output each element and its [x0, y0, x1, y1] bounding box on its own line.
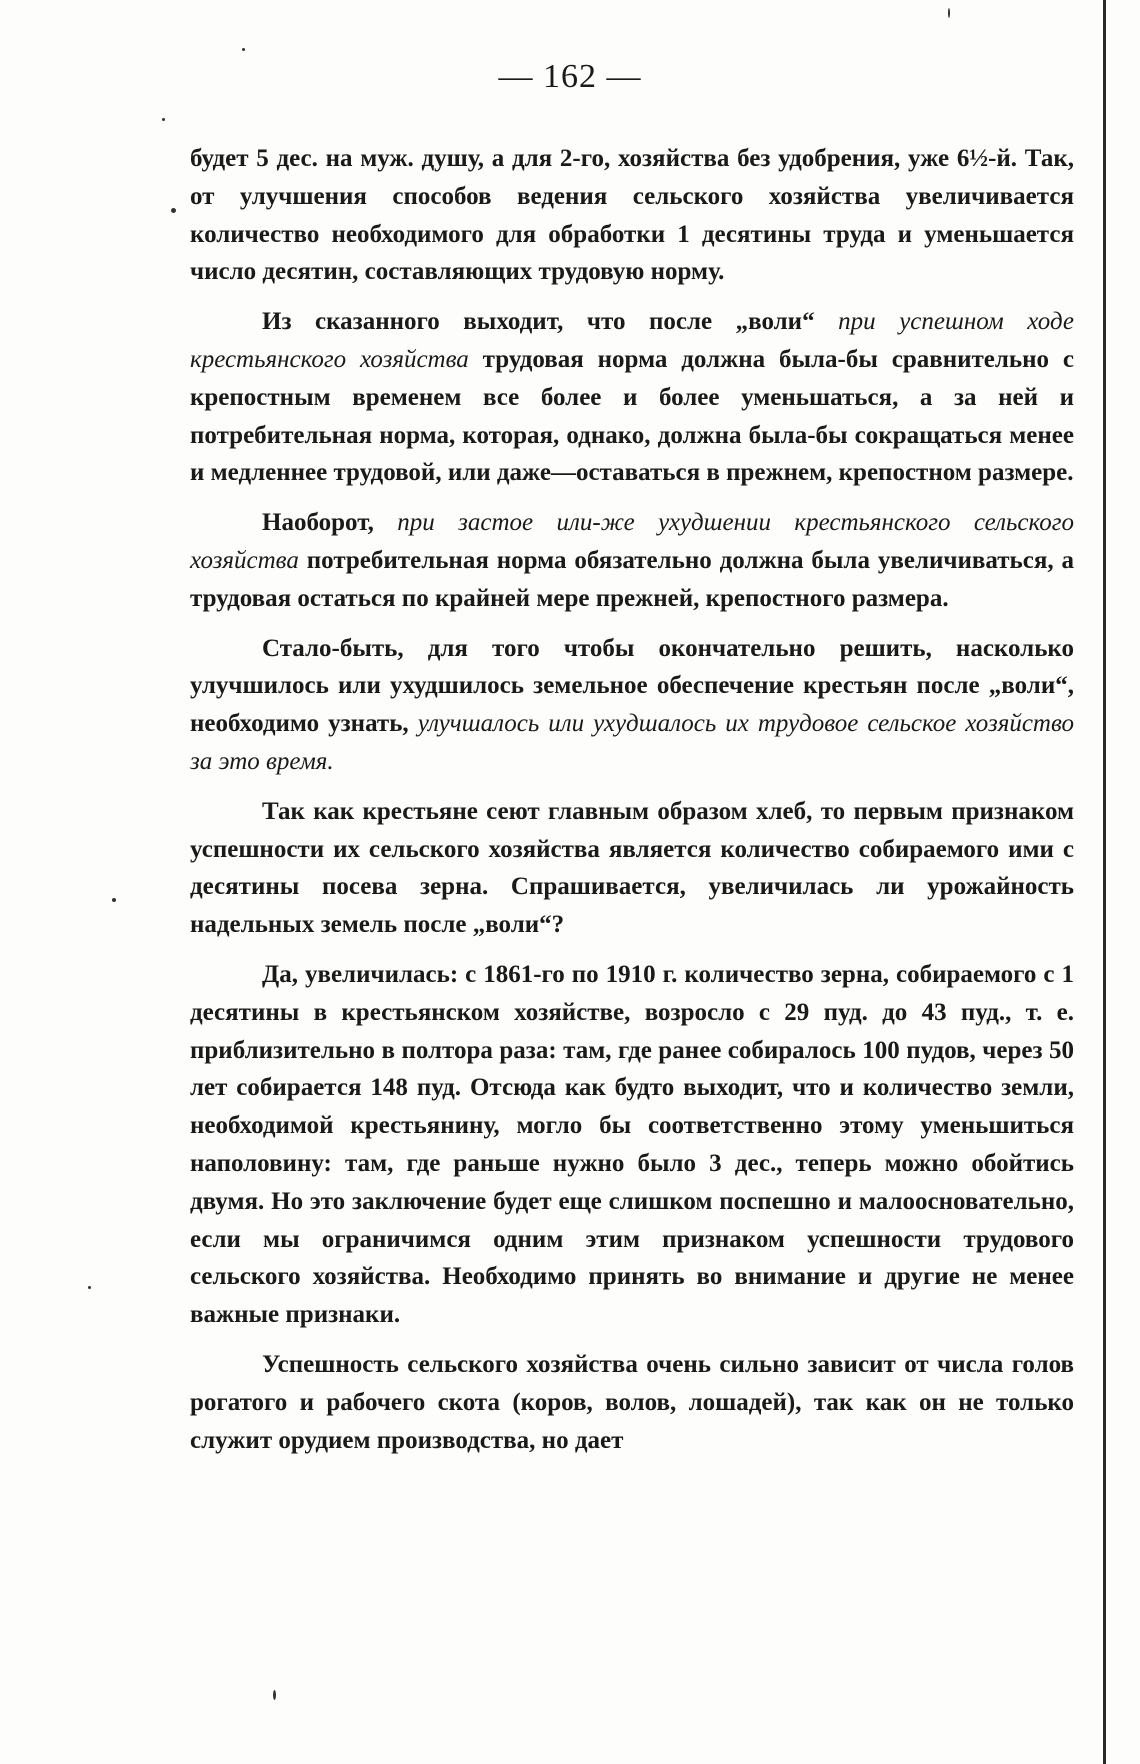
italic-segment: при успешном ходе крестьянского хозяйства [190, 308, 1074, 373]
page-number: — 162 — [498, 58, 642, 95]
paragraph-4 [190, 630, 1074, 781]
paragraph-5 [190, 793, 1074, 944]
text-segment: будет 5 дес. на муж. душу, а для 2-го, хозяйства без удобрения, уже 6½-й. Так, от улучшения способов ведения сельского хозяйства увеличивается количество необходимого для обработки 1 десятины труда и уменьшается число десятин, составляющих трудовую норму. [190, 145, 1074, 286]
text-segment: трудовая норма должна была-бы сравнительно с крепостным временем все более и более уменьшаться, а за ней и потребительная норма, которая, однако, должна была-бы сокращаться менее и медленнее трудовой, или даже—оставаться в прежнем, крепостном размере. [190, 345, 1074, 487]
text-segment: Успешность сельского хозяйства очень сильно зависит от числа голов рогатого и рабочего скота (коров, волов, лошадей), так как он не только служит орудием производства, но дает [190, 1350, 1074, 1454]
page-edge-line [1103, 0, 1106, 1764]
paragraph-6 [190, 956, 1074, 1334]
text-segment: Стало-быть, для того чтобы окончательно решить, насколько улучшилось или ухудшилось земельное обеспечение крестьян после „воли“, необходимо узнать, [190, 634, 1074, 738]
text-segment: Из сказанного выходит, что после „воли“ [262, 308, 839, 336]
scan-speck [171, 208, 176, 213]
text-segment: потребительная норма обязательно должна была увеличиваться, а трудовая остаться по крайней мере прежней, крепостного размера. [190, 546, 1074, 612]
text-segment: Да, увеличилась: с 1861-го по 1910 г. количество зерна, собираемого с 1 десятины в крестьянском хозяйстве, возросло с 29 пуд. до 43 пуд., т. е. приблизительно в полтора раза: там, где ранее собиралось 100 пудов, через 50 лет собирается 148 пуд. Отсюда как будто выходит, что и количество земли, необходимой крестьянину, могло бы соответственно этому уменьшиться наполовину: там, где раньше нужно было 3 дес., теперь можно обойтись двумя. Но это заключение будет еще слишком поспешно и малоосновательно, если мы ограничимся одним этим признаком успешности трудового сельского хозяйства. Необходимо принять во внимание и другие не менее важные признаки. [190, 960, 1074, 1329]
scan-speck [242, 48, 245, 51]
paragraph-2 [190, 303, 1074, 492]
scan-speck [273, 1690, 276, 1700]
body-text [190, 140, 1074, 1471]
scan-speck [162, 118, 165, 121]
paragraph-7 [190, 1346, 1074, 1459]
scan-speck [948, 8, 950, 18]
scan-speck [112, 898, 116, 902]
scan-speck [88, 1286, 91, 1289]
italic-segment: улучшалось или ухудшалось их трудовое сельское хозяйство за это время. [190, 710, 1074, 775]
paragraph-1 [190, 140, 1074, 291]
paragraph-3 [190, 504, 1074, 617]
text-segment: Так как крестьяне сеют главным образом хлеб, то первым признаком успешности их сельского хозяйства является количество собираемого ими с десятины посева зерна. Спрашивается, увеличилась ли урожайность надельных земель после „воли“? [190, 797, 1074, 939]
italic-segment: при застое или-же ухудшении крестьянского сельского хозяйства [190, 509, 1074, 574]
text-segment: Наоборот, [262, 509, 398, 537]
